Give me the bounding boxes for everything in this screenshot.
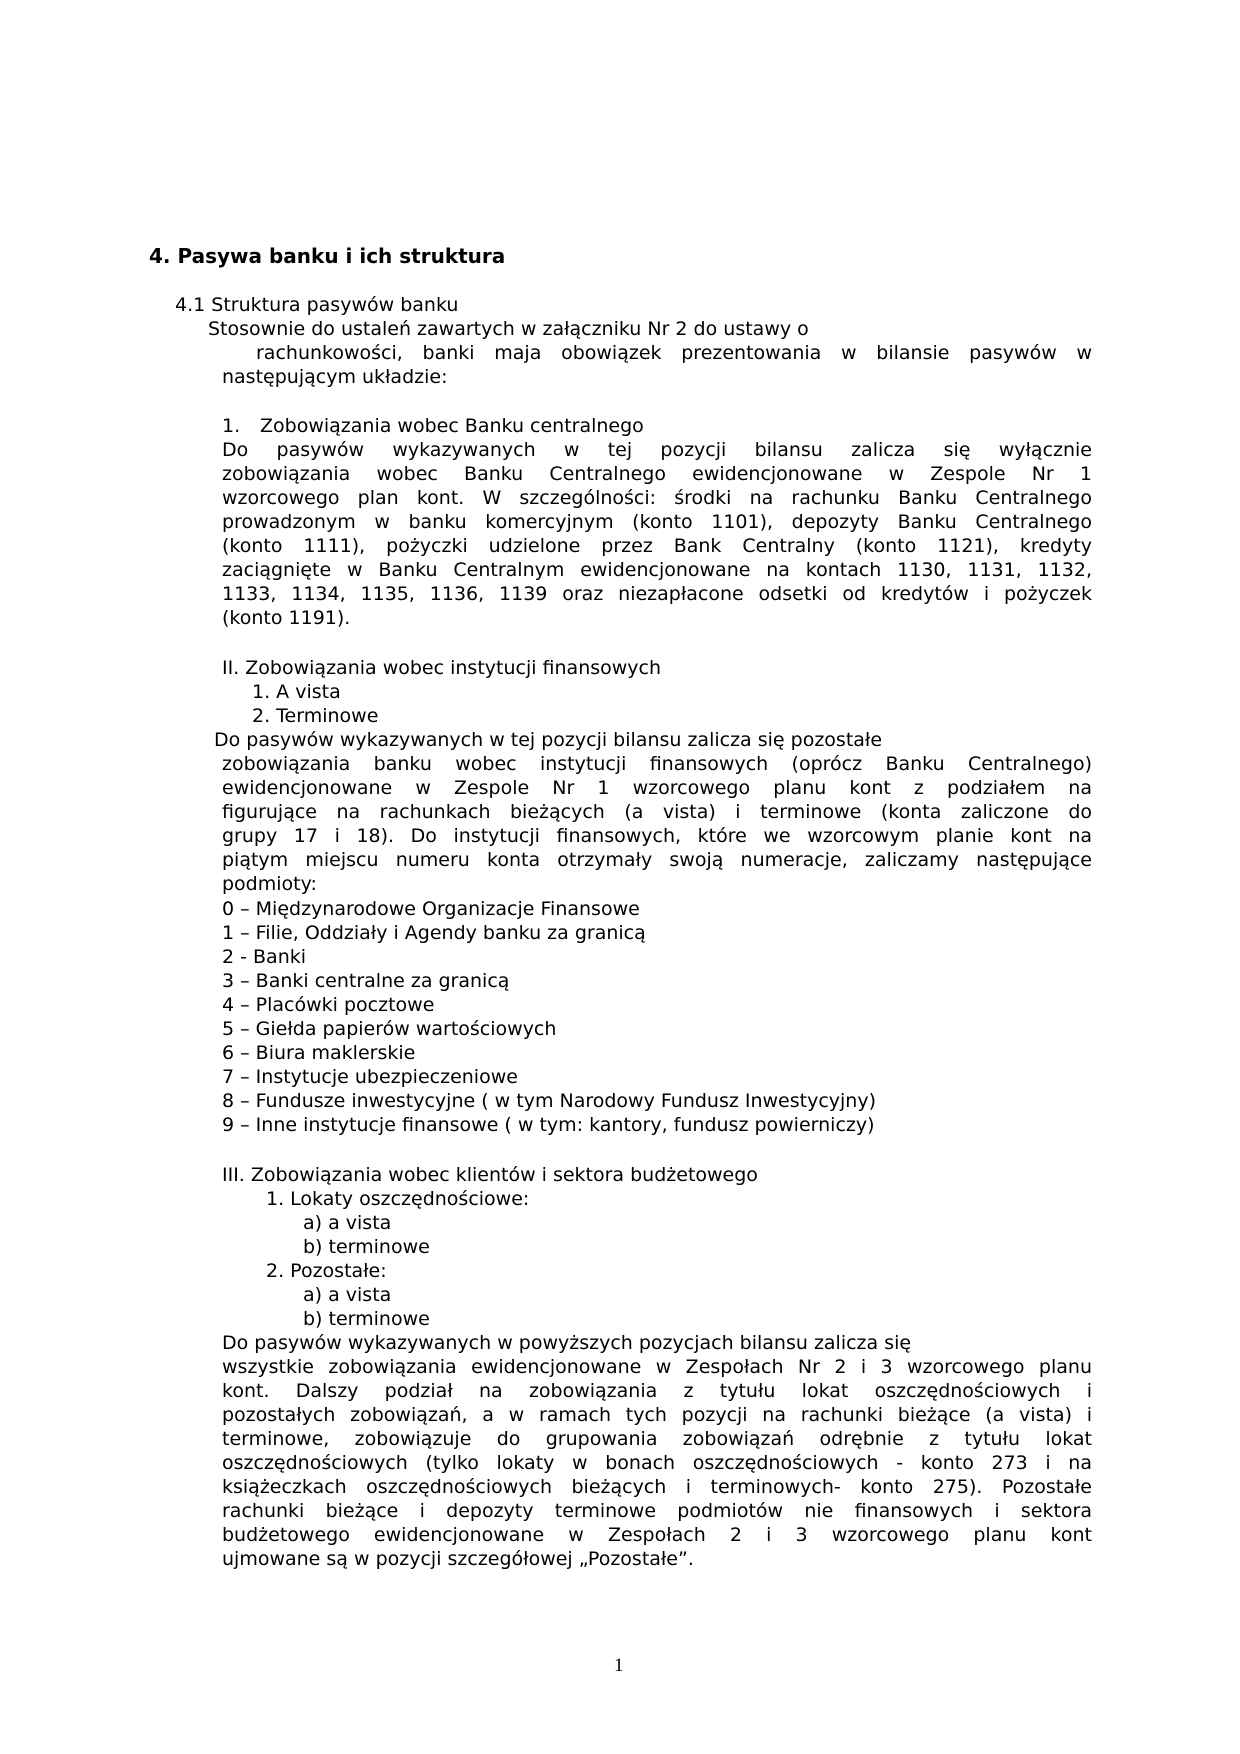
section1-number: 1. xyxy=(222,415,241,437)
paragraph-line: Do pasywów wykazywanych w powyższych pozycjach bilansu zalicza się xyxy=(222,1332,912,1354)
paragraph-line: ujmowane są w pozycji szczegółowej „Pozostałe”. xyxy=(222,1548,694,1570)
entity-list-item: 3 – Banki centralne za granicą xyxy=(222,970,510,992)
entity-list-item: 7 – Instytucje ubezpieczeniowe xyxy=(222,1066,518,1088)
paragraph-line: 1133, 1134, 1135, 1136, 1139 oraz niezapłacone odsetki od kredytów i pożyczek xyxy=(222,583,1092,605)
paragraph-line: książeczkach oszczędnościowych bieżących i terminowych- konto 275). Pozostałe xyxy=(222,1476,1092,1498)
paragraph-line: prowadzonym w banku komercyjnym (konto 1101), depozyty Banku Centralnego xyxy=(222,511,1092,533)
subsection-heading: 4.1 Struktura pasywów banku xyxy=(175,294,459,316)
paragraph-line: kont. Dalszy podział na zobowiązania z tytułu lokat oszczędnościowych i xyxy=(222,1380,1092,1402)
entity-list-item: 0 – Międzynarodowe Organizacje Finansowe xyxy=(222,898,640,920)
intro-line: Stosownie do ustaleń zawartych w załączniku Nr 2 do ustawy o xyxy=(208,318,809,340)
paragraph-line: terminowe, zobowiązuje do grupowania zobowiązań odrębnie z tytułu lokat xyxy=(222,1428,1092,1450)
entity-list-item: 2 - Banki xyxy=(222,946,307,968)
list-subitem: b) terminowe xyxy=(303,1236,430,1258)
entity-list-item: 1 – Filie, Oddziały i Agendy banku za granicą xyxy=(222,922,646,944)
entity-list-item: 4 – Placówki pocztowe xyxy=(222,994,435,1016)
entity-list-item: 9 – Inne instytucje finansowe ( w tym: kantory, fundusz powierniczy) xyxy=(222,1114,875,1136)
list-subitem: a) a vista xyxy=(303,1212,392,1234)
paragraph-line: zaciągnięte w Banku Centralnym ewidencjonowane na kontach 1130, 1131, 1132, xyxy=(222,559,1092,581)
list-item: 2. Pozostałe: xyxy=(266,1260,387,1282)
paragraph-line: zobowiązania banku wobec instytucji finansowych (oprócz Banku Centralnego) xyxy=(222,753,1092,775)
paragraph-line: podmioty: xyxy=(222,873,317,895)
paragraph-line: Do pasywów wykazywanych w tej pozycji bilansu zalicza się pozostałe xyxy=(214,729,883,751)
paragraph-line: ewidencjonowane w Zespole Nr 1 wzorcowego planu kont z podziałem na xyxy=(222,777,1092,799)
section-heading: 4. Pasywa banku i ich struktura xyxy=(149,244,506,268)
section2-title: II. Zobowiązania wobec instytucji finansowych xyxy=(222,657,662,679)
paragraph-line: figurujące na rachunkach bieżących (a vista) i terminowe (konta zaliczone do xyxy=(222,801,1092,823)
paragraph-line: budżetowego ewidencjonowane w Zespołach 2 i 3 wzorcowego planu kont xyxy=(222,1524,1092,1546)
page-number: 1 xyxy=(614,1655,624,1676)
paragraph-line: (konto 1191). xyxy=(222,607,351,629)
paragraph-line: wszystkie zobowiązania ewidencjonowane w Zespołach Nr 2 i 3 wzorcowego planu xyxy=(222,1356,1092,1378)
list-item: 1. Lokaty oszczędnościowe: xyxy=(266,1188,530,1210)
section1-title: Zobowiązania wobec Banku centralnego xyxy=(260,415,644,437)
paragraph-line: piątym miejscu numeru konta otrzymały swoją numeracje, zaliczamy następujące xyxy=(222,849,1092,871)
list-item: 2. Terminowe xyxy=(252,705,379,727)
list-subitem: b) terminowe xyxy=(303,1308,430,1330)
paragraph-line: wzorcowego plan kont. W szczególności: środki na rachunku Banku Centralnego xyxy=(222,487,1092,509)
intro-line: rachunkowości, banki maja obowiązek prezentowania w bilansie pasywów w xyxy=(256,342,1092,364)
paragraph-line: Do pasywów wykazywanych w tej pozycji bilansu zalicza się wyłącznie xyxy=(222,439,1092,461)
entity-list-item: 8 – Fundusze inwestycyjne ( w tym Narodowy Fundusz Inwestycyjny) xyxy=(222,1090,877,1112)
list-subitem: a) a vista xyxy=(303,1284,392,1306)
entity-list-item: 6 – Biura maklerskie xyxy=(222,1042,416,1064)
paragraph-line: grupy 17 i 18). Do instytucji finansowych, które we wzorcowym planie kont na xyxy=(222,825,1092,847)
paragraph-line: pozostałych zobowiązań, a w ramach tych pozycji na rachunki bieżące (a vista) i xyxy=(222,1404,1092,1426)
intro-line: następującym układzie: xyxy=(222,366,448,388)
paragraph-line: oszczędnościowych (tylko lokaty w bonach oszczędnościowych - konto 273 i na xyxy=(222,1452,1092,1474)
section3-title: III. Zobowiązania wobec klientów i sektora budżetowego xyxy=(222,1164,758,1186)
entity-list-item: 5 – Giełda papierów wartościowych xyxy=(222,1018,557,1040)
paragraph-line: zobowiązania wobec Banku Centralnego ewidencjonowane w Zespole Nr 1 xyxy=(222,463,1092,485)
paragraph-line: (konto 1111), pożyczki udzielone przez Bank Centralny (konto 1121), kredyty xyxy=(222,535,1092,557)
paragraph-line: rachunki bieżące i depozyty terminowe podmiotów nie finansowych i sektora xyxy=(222,1500,1092,1522)
list-item: 1. A vista xyxy=(252,681,341,703)
